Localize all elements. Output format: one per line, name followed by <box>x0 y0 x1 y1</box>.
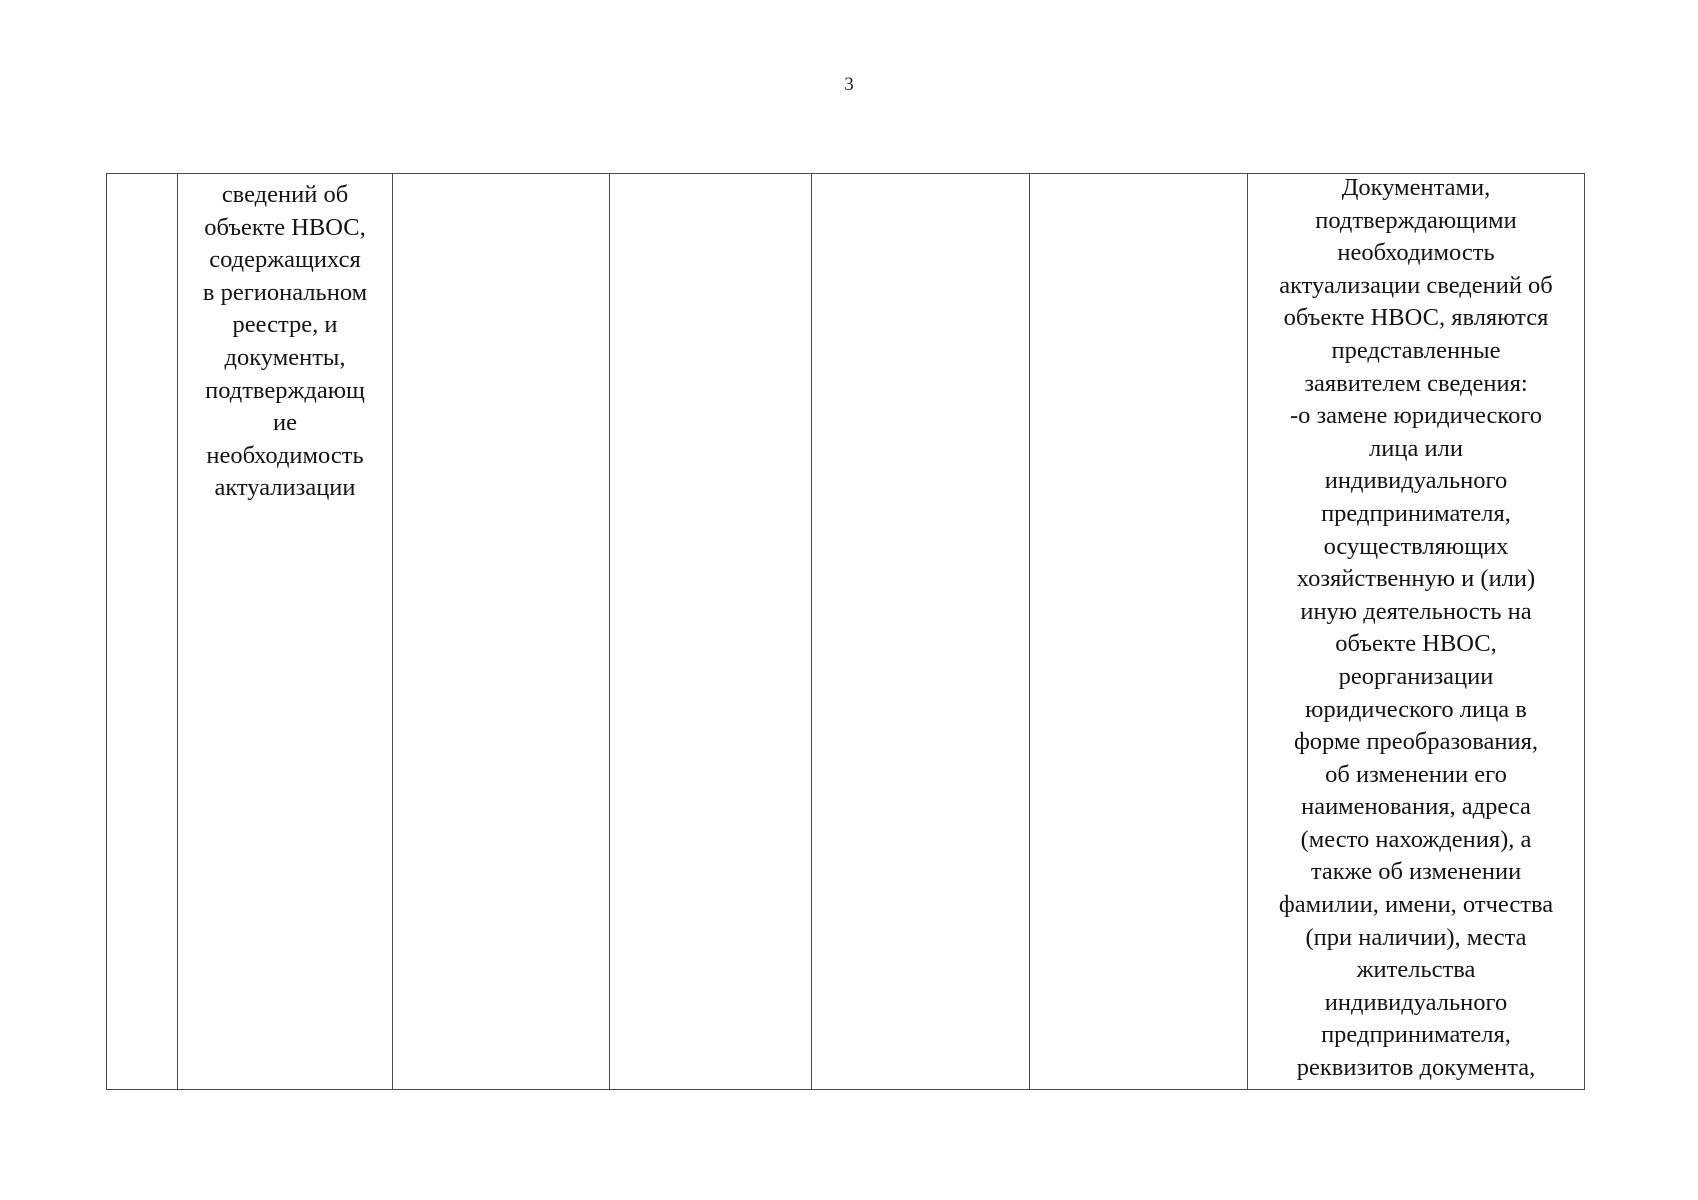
table-cell-col-7 <box>1248 174 1585 1090</box>
table-cell-col-2 <box>178 174 393 1090</box>
table-cell-col-5 <box>812 174 1030 1090</box>
cell-text: сведений об объекте НВОС, содержащихся в региональном реестре, и документы, подтверждающ ие необходимость актуализации <box>202 181 368 502</box>
table-cell-col-6 <box>1030 174 1248 1090</box>
page-number: 3 <box>844 74 854 95</box>
table-cell-col-4 <box>610 174 812 1090</box>
table-cell-col-1 <box>107 174 178 1090</box>
cell-text: Документами, подтверждающими необходимость актуализации сведений об объекте НВОС, являются представленные заявителем сведения: -о замене юридического лица или индивидуального предпринимателя, осуществляющих хозяйственную и (или) иную деятельность на объекте НВОС, реорганизации юридического лица в форме преобразования, об изменении его наименования, адреса (место нахождения), а также об изменении фамилии, имени, отчества (при наличии), места жительства индивидуального предпринимателя, реквизитов документа, <box>1278 174 1554 1082</box>
document-table <box>106 173 1585 1090</box>
table-row <box>107 174 1585 1090</box>
table-cell-col-3 <box>393 174 610 1090</box>
